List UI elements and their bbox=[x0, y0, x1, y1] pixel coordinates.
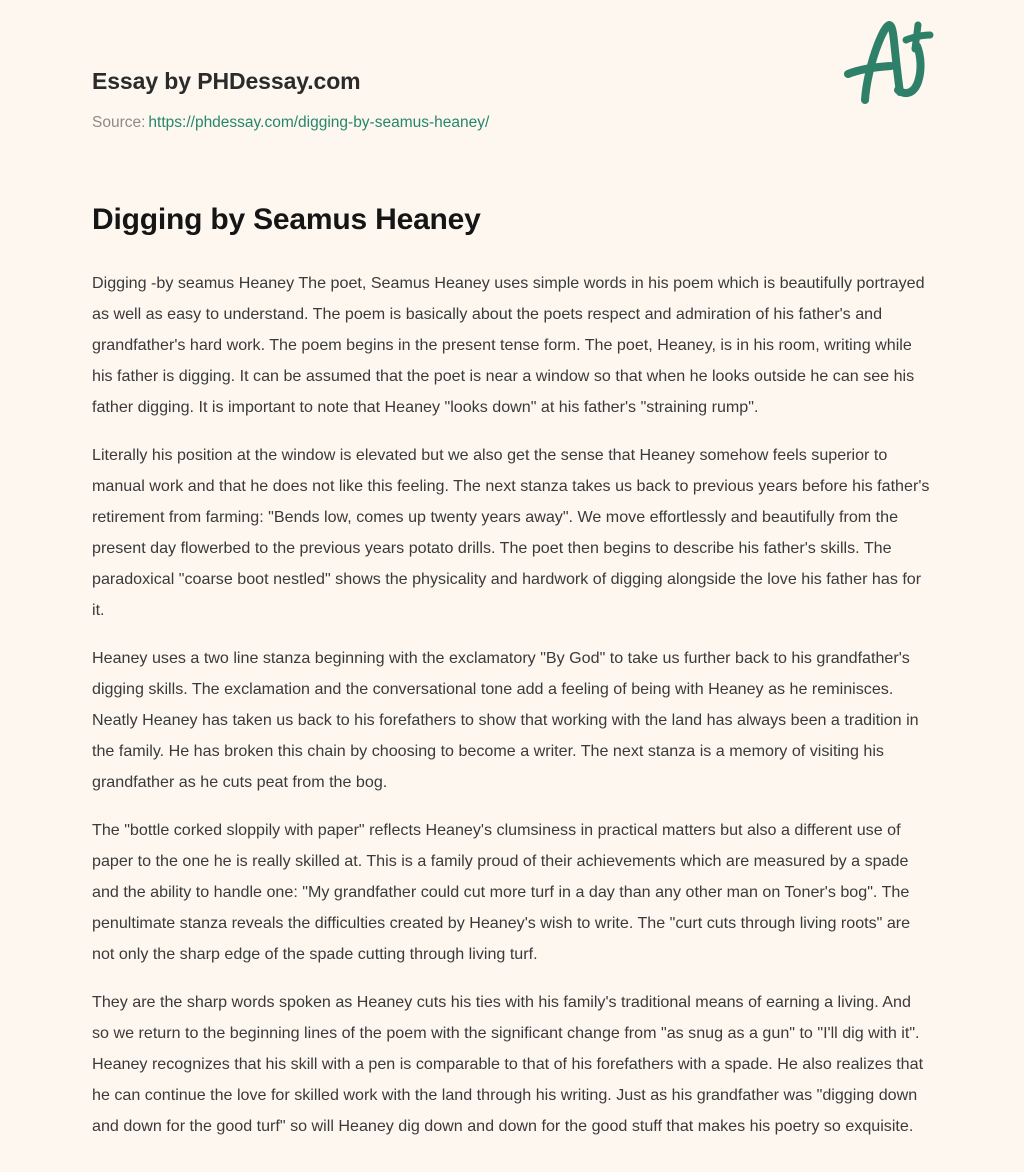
essay-paragraph: Digging -by seamus Heaney The poet, Seamus Heaney uses simple words in his poem which is beautifully portrayed as well as easy to understand. The poem is basically about the poets respect and admiration of his father's and grandfather's hard work. The poem begins in the present tense form. The poet, Heaney, is in his room, writing while his father is digging. It can be assumed that the poet is near a window so that when he looks outside he can see his father digging. It is important to note that Heaney "looks down" at his father's "straining rump". bbox=[92, 274, 925, 417]
essay-paragraph: The "bottle corked sloppily with paper" reflects Heaney's clumsiness in practical matters but also a different use of paper to the one he is really skilled at. This is a family proud of their achievements which are measured by a spade and the ability to handle one: "My grandfather could cut more turf in a day than any other man on Toner's bog". The penultimate stanza reveals the difficulties created by Heaney's wish to write. The "curt cuts through living roots" are not only the sharp edge of the spade cutting through living turf. bbox=[92, 821, 911, 964]
page-title: Digging by Seamus Heaney bbox=[92, 202, 481, 236]
page-header bbox=[92, 0, 932, 133]
source-label: Source: bbox=[92, 113, 146, 131]
source-line bbox=[92, 113, 932, 133]
essay-paragraph: Heaney uses a two line stanza beginning with the exclamatory "By God" to take us further back to his grandfather's digging skills. The exclamation and the conversational tone add a feeling of being with Heaney as he reminisces. Neatly Heaney has taken us back to his forefathers to show that working with the land has always been a tradition in the family. He has broken this chain by choosing to become a writer. The next stanza is a memory of visiting his grandfather as he cuts peat from the bog. bbox=[92, 649, 919, 792]
brand-title: Essay by PHDessay.com bbox=[92, 68, 361, 94]
a-plus-logo-icon bbox=[822, 8, 942, 118]
essay-body bbox=[92, 238, 932, 1172]
essay-paragraph: Literally his position at the window is elevated but we also get the sense that Heaney somehow feels superior to manual work and that he does not like this feeling. The next stanza takes us back to previous years before his father's retirement from farming: "Bends low, comes up twenty years away". We move effortlessly and beautifully from the present day flowerbed to the previous years potato drills. The poet then begins to describe his father's skills. The paradoxical "coarse boot nestled" shows the physicality and hardwork of digging alongside the love his father has for it. bbox=[92, 446, 930, 620]
source-url-link[interactable]: https://phdessay.com/digging-by-seamus-heaney/ bbox=[148, 113, 490, 131]
essay-paragraph: They are the sharp words spoken as Heaney cuts his ties with his family's traditional means of earning a living. And so we return to the beginning lines of the poem with the significant change from "as snug as a gun" to "I'll dig with it". Heaney recognizes that his skill with a pen is comparable to that of his forefathers with a spade. He also realizes that he can continue the love for skilled work with the land through his writing. Just as his grandfather was "digging down and down for the good turf" so will Heaney dig down and down for the good stuff that makes his poetry so exquisite. bbox=[92, 993, 924, 1136]
